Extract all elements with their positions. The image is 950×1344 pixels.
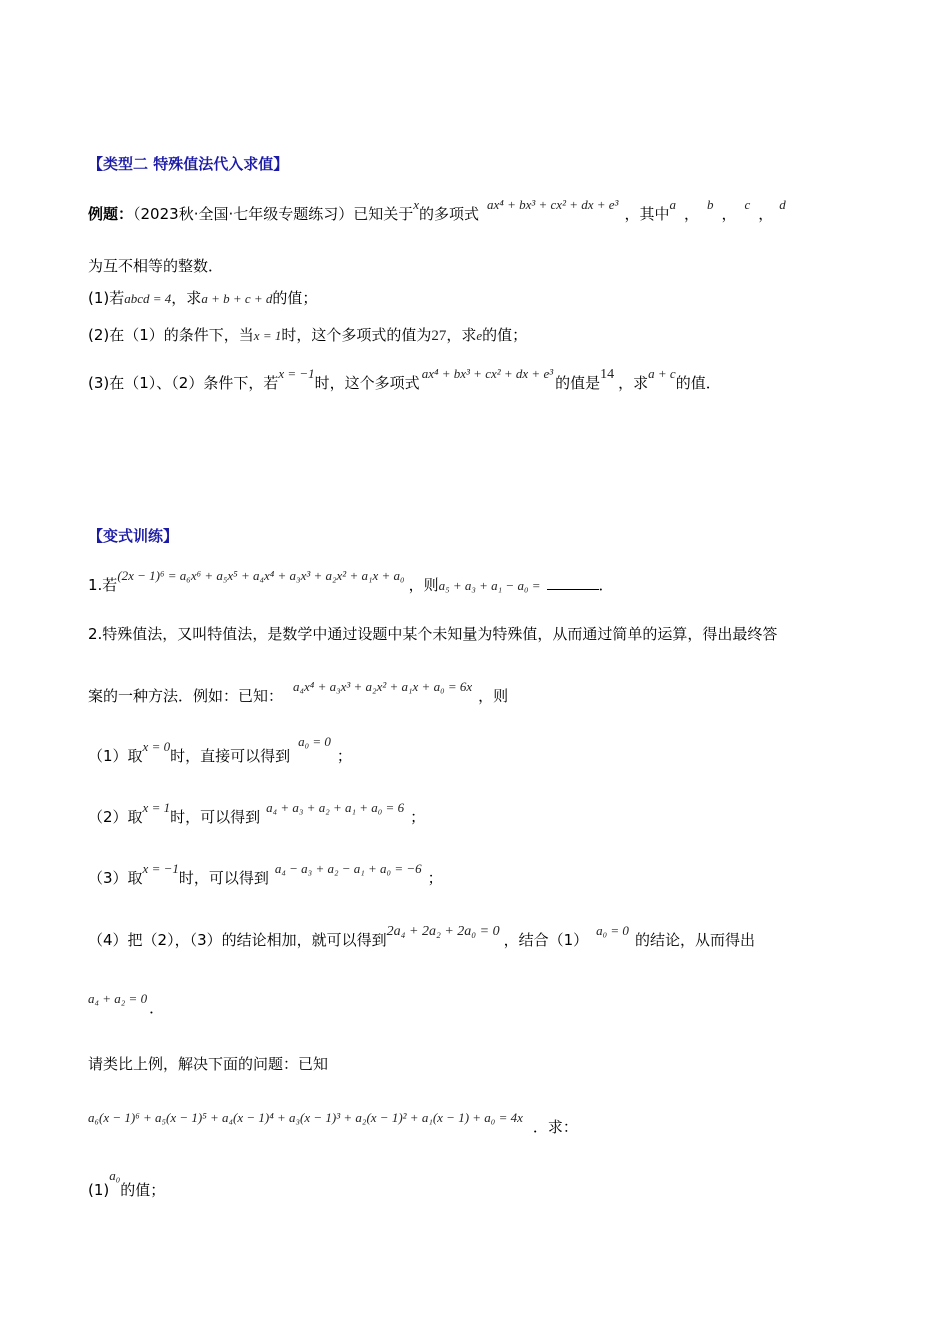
q3-text-c: 的值是 bbox=[555, 374, 601, 392]
ask1-math-a0: a₀ bbox=[109, 1168, 121, 1183]
main-equation-end: ．求： bbox=[532, 1118, 578, 1136]
step-1 bbox=[88, 734, 352, 767]
coef-a: a bbox=[669, 197, 676, 212]
p2-text-a: 案的一种方法．例如：已知： bbox=[88, 687, 284, 705]
example-label: 例题： bbox=[88, 205, 134, 223]
question-3 bbox=[88, 366, 721, 395]
var-x: x bbox=[413, 197, 420, 212]
q3-math-14: 14 bbox=[600, 367, 615, 382]
comma: ， bbox=[683, 205, 699, 223]
s2-math-x: x = 1 bbox=[142, 800, 171, 815]
p2-math-identity: a₄x⁴ + a₃x³ + a₂x² + a₁x + a₀ = 6x bbox=[293, 679, 473, 694]
q1-text-a: (1)若 bbox=[88, 289, 125, 307]
coef-c: c bbox=[744, 197, 751, 212]
step-4 bbox=[88, 923, 755, 952]
q2-text-b: 时，这个多项式的值为 bbox=[281, 326, 432, 344]
s2-text-c: ； bbox=[410, 808, 426, 826]
s1-math-x: x = 0 bbox=[142, 739, 171, 754]
s2-math-sum: a₄ + a₃ + a₂ + a₁ + a₀ = 6 bbox=[266, 800, 405, 815]
s1-text-b: 时，直接可以得到 bbox=[170, 747, 291, 765]
answer-blank[interactable] bbox=[547, 575, 599, 590]
problem-1 bbox=[88, 568, 614, 596]
example-line bbox=[88, 197, 786, 225]
s1-text-a: （1）取 bbox=[88, 747, 143, 765]
main-equation: a₆(x − 1)⁶ + a₅(x − 1)⁵ + a₄(x − 1)⁴ + a₃(x − 1)³ + a₂(x − 1)² + a₁(x − 1) + a₀ = 4x bbox=[88, 1110, 523, 1125]
p1-text-a: 1.若 bbox=[88, 576, 118, 594]
q3-text-a: (3)在（1）、（2）条件下，若 bbox=[88, 374, 279, 392]
ask1-text-b: 的值； bbox=[120, 1181, 166, 1199]
question-2 bbox=[88, 325, 527, 346]
s1-math-a0: a₀ = 0 bbox=[298, 734, 331, 749]
p1-math-expansion: (2x − 1)⁶ = a₆x⁶ + a₅x⁵ + a₄x⁴ + a₃x³ + a₂x² + a₁x + a₀ bbox=[117, 568, 405, 583]
p2-text-b: ，则 bbox=[478, 687, 509, 705]
coef-b: b bbox=[706, 197, 714, 212]
example-intro-c: ，其中 bbox=[624, 205, 670, 223]
example-intro-b: 的多项式 bbox=[419, 205, 480, 223]
s4-math-result: a₄ + a₂ = 0 bbox=[88, 991, 148, 1006]
type2-heading: 【类型二 特殊值法代入求值】 bbox=[88, 155, 289, 173]
s3-text-c: ； bbox=[427, 869, 443, 887]
s3-text-b: 时，可以得到 bbox=[178, 869, 269, 887]
q2-math-x: x = 1 bbox=[253, 328, 282, 343]
step-4-conclusion bbox=[88, 991, 165, 1019]
step-2 bbox=[88, 800, 426, 828]
comma: ， bbox=[721, 205, 737, 223]
s4-text-d: ． bbox=[149, 999, 165, 1017]
s2-text-a: （2）取 bbox=[88, 808, 143, 826]
comma: ， bbox=[758, 205, 774, 223]
q3-text-b: 时，这个多项式 bbox=[314, 374, 420, 392]
s4-math-a0: a₀ = 0 bbox=[596, 923, 629, 938]
s3-math-x: x = −1 bbox=[142, 861, 179, 876]
variant-heading: 【变式训练】 bbox=[88, 527, 179, 545]
q3-math-ac: a + c bbox=[648, 366, 676, 381]
coef-d: d bbox=[779, 197, 786, 212]
q1-text-b: ，求 bbox=[171, 289, 202, 307]
s4-text-c: 的结论，从而得出 bbox=[634, 931, 755, 949]
q3-text-d: ，求 bbox=[618, 374, 649, 392]
q2-math-e: e bbox=[476, 328, 483, 343]
q3-math-x: x = −1 bbox=[278, 366, 315, 381]
s4-math-sum: 2a₄ + 2a₂ + 2a₀ = 0 bbox=[386, 924, 500, 939]
s1-text-c: ； bbox=[336, 747, 352, 765]
example-intro-a: （2023秋·全国·七年级专题练习）已知关于 bbox=[133, 205, 414, 223]
q2-text-a: (2)在（1）的条件下，当 bbox=[88, 326, 254, 344]
ask1-text-a: (1) bbox=[88, 1181, 110, 1199]
s4-text-b: ，结合（1） bbox=[503, 931, 589, 949]
ask-1 bbox=[88, 1168, 166, 1201]
analogy-text: 请类比上例，解决下面的问题：已知 bbox=[88, 1055, 329, 1073]
polynomial: ax⁴ + bx³ + cx² + dx + e³ bbox=[487, 197, 619, 212]
example-intro-d: 为互不相等的整数． bbox=[88, 257, 224, 275]
question-1 bbox=[88, 288, 317, 309]
s3-text-a: （3）取 bbox=[88, 869, 143, 887]
q2-text-c: ，求 bbox=[446, 326, 477, 344]
problem-2-intro: 2.特殊值法，又叫特值法，是数学中通过设题中某个未知量为特殊值，从而通过简单的运算，得出最终答 bbox=[88, 625, 778, 643]
step-3 bbox=[88, 861, 443, 889]
main-equation-line bbox=[88, 1110, 578, 1138]
q2-math-27: 27 bbox=[431, 328, 447, 344]
p1-math-target: a₅ + a₃ + a₁ − a₀ = bbox=[438, 578, 541, 593]
p1-text-b: ，则 bbox=[408, 576, 439, 594]
q1-math-sum: a + b + c + d bbox=[201, 291, 273, 306]
problem-2-example bbox=[88, 679, 509, 707]
s4-text-a: （4）把（2），（3）的结论相加，就可以得到 bbox=[88, 931, 387, 949]
q1-text-c: 的值； bbox=[272, 289, 318, 307]
s2-text-b: 时，可以得到 bbox=[170, 808, 261, 826]
q3-math-poly: ax⁴ + bx³ + cx² + dx + e³ bbox=[421, 366, 554, 381]
p1-end: ． bbox=[598, 576, 614, 594]
q3-text-e: 的值． bbox=[675, 374, 721, 392]
q1-math-abcd: abcd = 4 bbox=[124, 291, 172, 306]
q2-text-d: 的值； bbox=[482, 326, 528, 344]
s3-math-diff: a₄ − a₃ + a₂ − a₁ + a₀ = −6 bbox=[274, 861, 422, 876]
